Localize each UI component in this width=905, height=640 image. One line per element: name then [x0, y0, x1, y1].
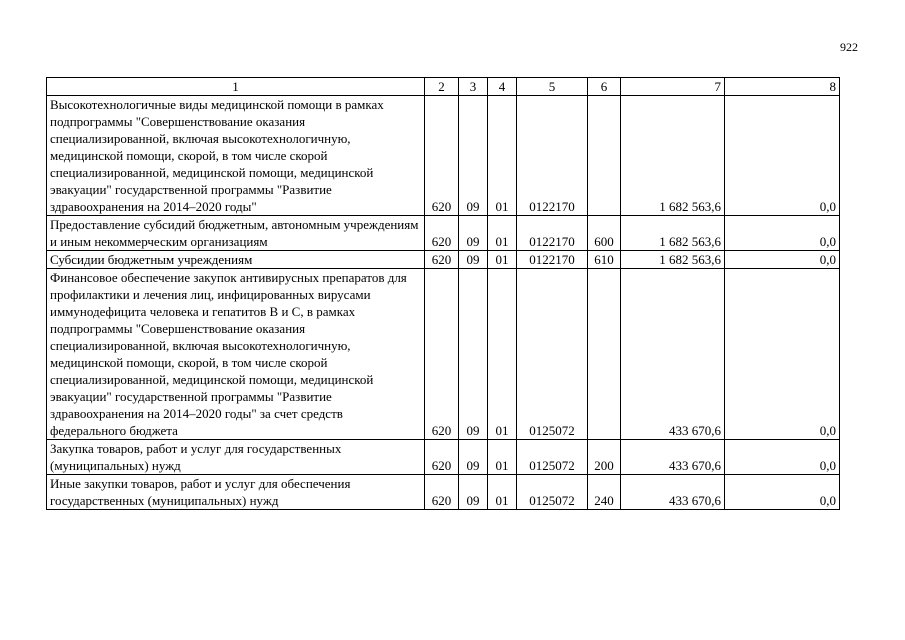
cell-amount-2: 0,0: [725, 475, 840, 510]
row-name: Высокотехнологичные виды медицинской помощи в рамках подпрограммы "Совершенствование оказания специализированной, включая высокотехнологичную, медицинской помощи, скорой, в том числе скорой специализированной, медицинской помощи, медицинской эвакуации" государственной программы "Развитие здравоохранения на 2014–2020 годы": [47, 96, 425, 216]
cell-subsection: 01: [488, 440, 517, 475]
cell-amount-2: 0,0: [725, 96, 840, 216]
cell-amount: 1 682 563,6: [621, 216, 725, 251]
cell-expense-type: [588, 96, 621, 216]
cell-amount: 1 682 563,6: [621, 251, 725, 269]
cell-subsection: 01: [488, 475, 517, 510]
cell-ministry: 620: [425, 216, 459, 251]
cell-amount: 433 670,6: [621, 440, 725, 475]
column-header: 3: [459, 78, 488, 96]
cell-expense-type: 200: [588, 440, 621, 475]
cell-subsection: 01: [488, 251, 517, 269]
cell-section: 09: [459, 269, 488, 440]
cell-expense-type: 240: [588, 475, 621, 510]
column-header: 1: [47, 78, 425, 96]
cell-expense-type: [588, 269, 621, 440]
table-row: [47, 440, 840, 475]
cell-subsection: 01: [488, 269, 517, 440]
row-name: Иные закупки товаров, работ и услуг для обеспечения государственных (муниципальных) нужд: [47, 475, 425, 510]
cell-subsection: 01: [488, 216, 517, 251]
column-header: 4: [488, 78, 517, 96]
row-name: Финансовое обеспечение закупок антивирусных препаратов для профилактики и лечения лиц, инфицированных вирусами иммунодефицита человека и гепатитов В и С, в рамках подпрограммы "Совершенствование оказания специализированной, включая высокотехнологичную, медицинской помощи, скорой, в том числе скорой специализированной, медицинской помощи, медицинской эвакуации" государственной программы "Развитие здравоохранения на 2014–2020 годы" за счет средств федерального бюджета: [47, 269, 425, 440]
table-row: [47, 96, 840, 216]
budget-table: [46, 77, 840, 510]
cell-ministry: 620: [425, 251, 459, 269]
cell-ministry: 620: [425, 96, 459, 216]
cell-section: 09: [459, 96, 488, 216]
cell-section: 09: [459, 475, 488, 510]
cell-section: 09: [459, 251, 488, 269]
cell-target-article: 0125072: [517, 475, 588, 510]
page-number: 922: [840, 40, 858, 54]
table-row: [47, 269, 840, 440]
cell-target-article: 0122170: [517, 216, 588, 251]
row-name: Субсидии бюджетным учреждениям: [47, 251, 425, 269]
cell-amount-2: 0,0: [725, 216, 840, 251]
cell-amount-2: 0,0: [725, 440, 840, 475]
cell-amount: 433 670,6: [621, 269, 725, 440]
row-name: Предоставление субсидий бюджетным, автономным учреждениям и иным некоммерческим организациям: [47, 216, 425, 251]
cell-amount: 1 682 563,6: [621, 96, 725, 216]
column-header: 7: [621, 78, 725, 96]
column-header: 2: [425, 78, 459, 96]
column-header: 5: [517, 78, 588, 96]
row-name: Закупка товаров, работ и услуг для государственных (муниципальных) нужд: [47, 440, 425, 475]
table-header-row: [47, 78, 840, 96]
column-header: 8: [725, 78, 840, 96]
cell-expense-type: 610: [588, 251, 621, 269]
table-row: [47, 216, 840, 251]
cell-target-article: 0125072: [517, 269, 588, 440]
table-row: [47, 251, 840, 269]
cell-expense-type: 600: [588, 216, 621, 251]
cell-ministry: 620: [425, 475, 459, 510]
column-header: 6: [588, 78, 621, 96]
cell-section: 09: [459, 440, 488, 475]
cell-ministry: 620: [425, 269, 459, 440]
cell-section: 09: [459, 216, 488, 251]
cell-amount: 433 670,6: [621, 475, 725, 510]
cell-target-article: 0122170: [517, 251, 588, 269]
cell-amount-2: 0,0: [725, 269, 840, 440]
cell-target-article: 0122170: [517, 96, 588, 216]
cell-amount-2: 0,0: [725, 251, 840, 269]
cell-subsection: 01: [488, 96, 517, 216]
cell-ministry: 620: [425, 440, 459, 475]
table-row: [47, 475, 840, 510]
cell-target-article: 0125072: [517, 440, 588, 475]
